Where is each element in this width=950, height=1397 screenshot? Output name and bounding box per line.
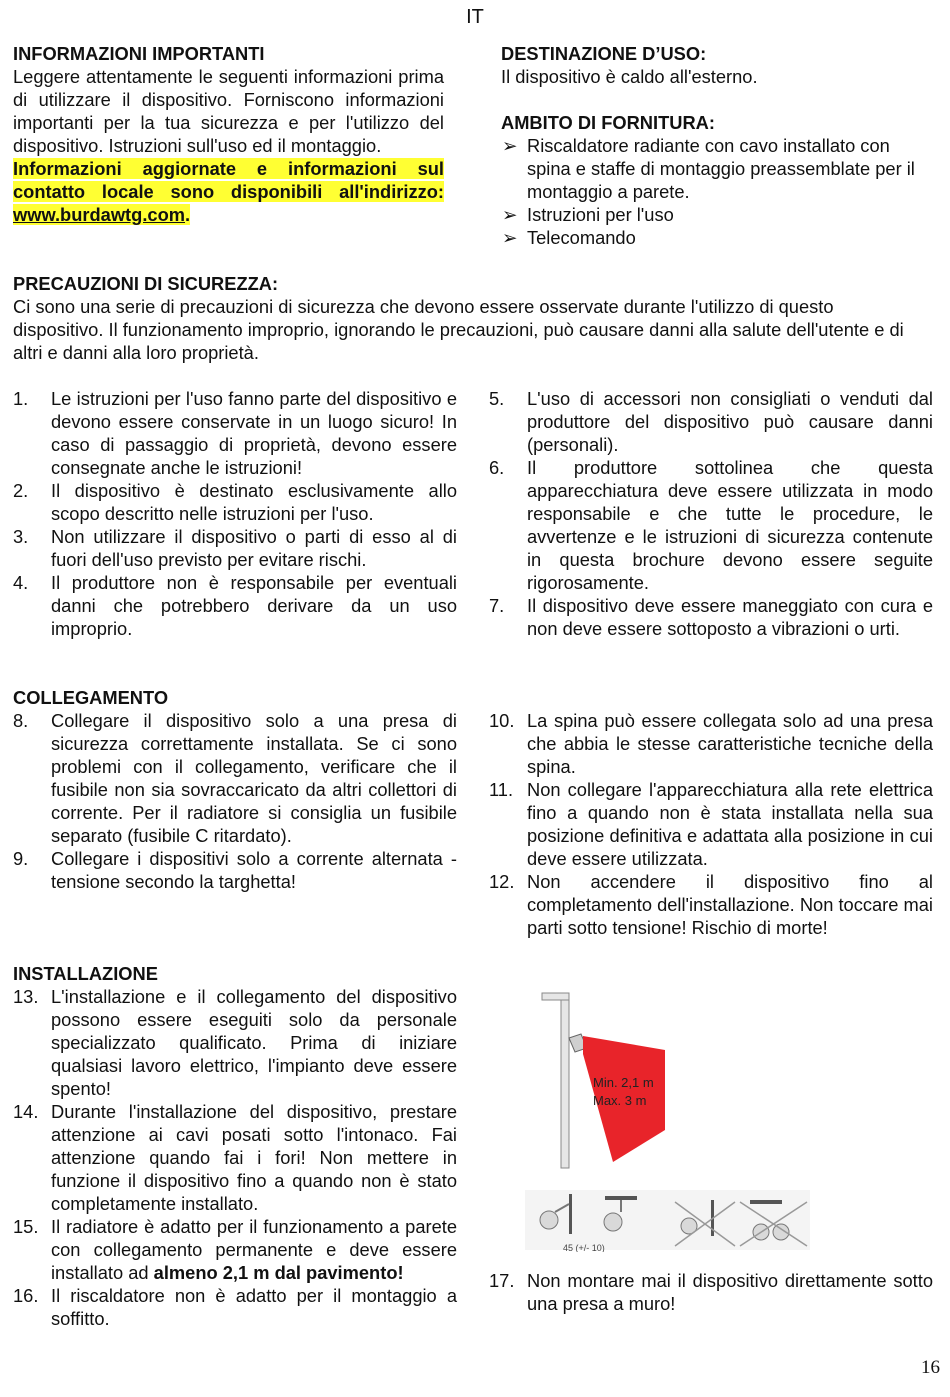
language-code: IT (466, 6, 484, 28)
safety-title: PRECAUZIONI DI SICUREZZA: (13, 273, 279, 294)
list-item: 7. Il dispositivo deve essere maneggiato con cura e non deve essere sottoposto a vibrazioni o urti. (489, 595, 933, 639)
important-info-section (13, 42, 444, 226)
list-item: 15. Il radiatore è adatto per il funzionamento a parete con collegamento permanente e deve essere installato ad almeno 2,1 m dal pavimento! (13, 1216, 457, 1283)
arrow-bullet-icon: ➢ (502, 135, 518, 156)
important-info-body: Leggere attentamente le seguenti informazioni prima di utilizzare il dispositivo. Forniscono informazioni importanti per la tua sicurezza e per l'utilizzo del dispositivo. Istruzioni sull'uso ed il montaggio. (13, 66, 444, 156)
mounting-height-emphasis: almeno 2,1 m dal pavimento! (153, 1262, 404, 1283)
list-item: 4. Il produttore non è responsabile per eventuali danni che potrebbero derivare da un uso improprio. (13, 572, 457, 639)
website-link[interactable]: www.burdawtg.com (13, 204, 185, 225)
supply-section (501, 111, 937, 249)
connection-title: COLLEGAMENTO (13, 687, 169, 708)
safety-list-right (489, 387, 933, 640)
list-item: 5. L'uso di accessori non consigliati o venduti dal produttore del dispositivo può causare danni (personali). (489, 388, 933, 455)
list-item: ➢ Istruzioni per l'uso (502, 204, 674, 225)
list-item: 1. Le istruzioni per l'uso fanno parte del dispositivo e devono essere conservate in un luogo sicuro! In caso di passaggio di proprietà, devono essere consegnate anche le istruzioni! (13, 388, 457, 478)
list-item: 9. Collegare i dispositivi solo a corrente alternata - tensione secondo la targhetta! (13, 848, 457, 892)
list-item: 12. Non accendere il dispositivo fino al completamento dell'installazione. Non toccare mai parti sotto tensione! Rischio di morte! (489, 871, 933, 938)
arrow-bullet-icon: ➢ (502, 204, 518, 225)
list-item: 3. Non utilizzare il dispositivo o parti di esso al di fuori dell'uso previsto per evitare rischi. (13, 526, 457, 570)
connection-list-right (489, 709, 933, 939)
supply-list (501, 134, 937, 249)
intended-use-section (501, 42, 937, 88)
list-item: ➢ Telecomando (502, 227, 636, 248)
list-item: 8. Collegare il dispositivo solo a una presa di sicurezza correttamente installata. Se ci sono problemi con il collegamento, verificare che il fusibile non sia sovraccaricato da altri collettori di corrente. Per il radiatore si consiglia un fusibile separato (fusibile C ritardato). (13, 710, 457, 846)
highlight-text: Informazioni aggiornate e informazioni sul contatto locale sono disponibili all'indirizzo: (13, 158, 444, 202)
installation-title: INSTALLAZIONE (13, 963, 158, 984)
page-number: 16 (921, 1357, 940, 1378)
list-item: 14. Durante l'installazione del dispositivo, prestare attenzione ai cavi posati sotto l'intonaco. Fai attenzione quando fai i fori! Non mettere in funzione il dispositivo fino a quando non è stato completamente installato. (13, 1101, 457, 1214)
safety-list-left (13, 387, 457, 640)
intended-use-title: DESTINAZIONE D’USO: (501, 43, 707, 64)
connection-list-left (13, 709, 457, 893)
list-item: 11. Non collegare l'apparecchiatura alla rete elettrica fino a quando non è stata installata nella sua posizione definitiva e adattata alla posizione in cui deve essere utilizzata. (489, 779, 933, 869)
safety-intro: Ci sono una serie di precauzioni di sicurezza che devono essere osservate durante l'utilizzo di questo dispositivo. Il funzionamento improprio, ignorando le precauzioni, può causare danni alla salute dell'utente e di altri e danni alla loro proprietà. (13, 296, 904, 363)
list-item: 13. L'installazione e il collegamento del dispositivo possono essere eseguiti solo da personale specializzato qualificato. Prima di iniziare qualsiasi lavoro elettrico, l'impianto deve essere spento! (13, 986, 457, 1099)
installation-list-left (13, 985, 457, 1330)
list-item: 16. Il riscaldatore non è adatto per il montaggio a soffitto. (13, 1285, 457, 1329)
highlight-suffix: . (185, 204, 191, 225)
list-item: 17. Non montare mai il dispositivo direttamente sotto una presa a muro! (489, 1270, 933, 1314)
intended-use-body: Il dispositivo è caldo all'esterno. (501, 66, 758, 87)
installation-list-right (489, 1269, 933, 1315)
list-item: 2. Il dispositivo è destinato esclusivamente allo scopo descritto nelle istruzioni per l'uso. (13, 480, 457, 524)
list-item: ➢ Riscaldatore radiante con cavo installato con spina e staffe di montaggio preassemblate per il montaggio a parete. (502, 135, 915, 202)
list-item: 6. Il produttore sottolinea che questa apparecchiatura deve essere utilizzata in modo responsabile e che tutte le procedure, le avvertenze e le istruzioni di sicurezza contenute in questa brochure devono essere seguite rigorosamente. (489, 457, 933, 593)
safety-section (13, 272, 933, 364)
installation-figure (525, 990, 815, 1252)
max-height-label: Max. 3 m (593, 1093, 647, 1108)
list-item: 10. La spina può essere collegata solo ad una presa che abbia le stesse caratteristiche tecniche della spina. (489, 710, 933, 777)
angle-label: 45 (+/- 10) (563, 1243, 605, 1252)
arrow-bullet-icon: ➢ (502, 227, 518, 248)
important-info-highlight (13, 157, 444, 226)
important-info-title: INFORMAZIONI IMPORTANTI (13, 43, 265, 64)
supply-title: AMBITO DI FORNITURA: (501, 112, 715, 133)
mounting-variants-illustration (525, 1190, 810, 1250)
min-height-label: Min. 2,1 m (593, 1075, 654, 1090)
